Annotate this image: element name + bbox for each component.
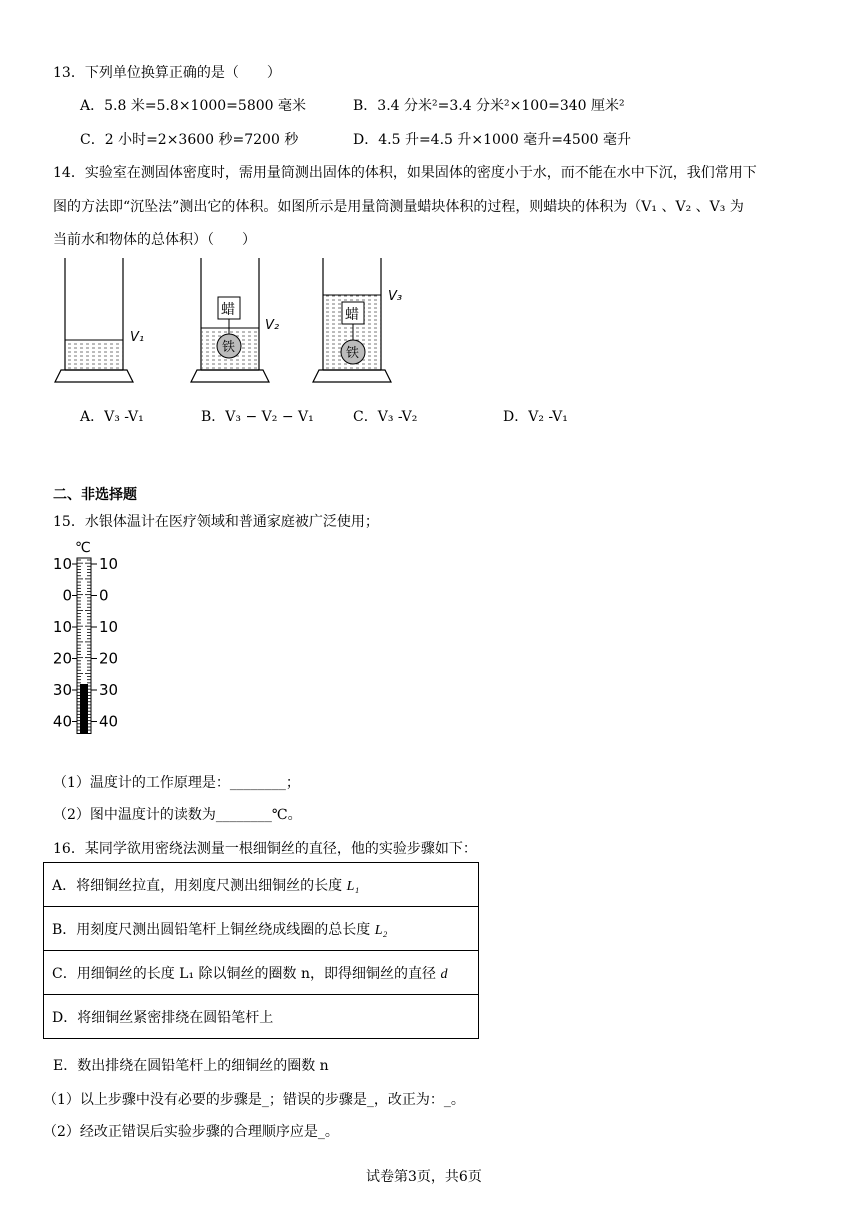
thermometer-label-left: 10	[52, 618, 72, 636]
thermometer-label-left: 10	[52, 555, 72, 573]
cylinder-3	[313, 258, 402, 382]
cylinder-2	[191, 258, 279, 382]
q16-sub2: （2）经改正错误后实验步骤的合理顺序应是_。	[43, 1124, 339, 1140]
q15-stem: 15．水银体温计在医疗领域和普通家庭被广泛使用；	[53, 514, 379, 530]
wax-label-2: 蜡	[221, 302, 235, 318]
label-v3: V₃	[388, 289, 403, 304]
q13-stem: 13．下列单位换算正确的是（ ）	[53, 65, 281, 81]
thermometer-scale	[77, 558, 91, 734]
step-row-c: C．用细铜丝的长度 L₁ 除以铜丝的圈数 n，即得细铜丝的直径 d	[44, 951, 479, 995]
label-v1: V₁	[130, 330, 145, 345]
page-footer: 试卷第3页，共6页	[366, 1169, 482, 1185]
thermometer-label-right: 0	[99, 586, 109, 605]
cylinder-1	[55, 258, 144, 382]
section-title: 二、非选择题	[53, 487, 137, 503]
mercury-column	[80, 684, 88, 734]
iron-label-2: 铁	[222, 340, 236, 355]
step-row-d: D．将细铜丝紧密排绕在圆铅笔杆上	[44, 995, 479, 1039]
thermometer-label-left: 30	[52, 681, 72, 699]
step-row-a: A．将细铜丝拉直，用刻度尺测出细铜丝的长度 L₁	[44, 863, 479, 907]
wax-label-3: 蜡	[345, 307, 359, 323]
thermometer-label-left: 0	[62, 586, 72, 605]
q16-sub1: （1）以上步骤中没有必要的步骤是_；错误的步骤是_，改正为：_。	[43, 1092, 465, 1108]
q14-line2: 图的方法即“沉坠法”测出它的体积。如图所示是用量筒测量蜡块体积的过程，则蜡块的体积为（V₁ 、V₂ 、V₃ 为	[53, 199, 744, 215]
q14-option-b: B．V₃ − V₂ − V₁	[201, 409, 314, 425]
q14-option-c: C．V₃ -V₂	[353, 409, 418, 425]
thermometer-label-right: 10	[99, 618, 119, 636]
thermometer-label-right: 10	[99, 555, 119, 573]
q14-option-a: A．V₃ -V₁	[80, 409, 144, 425]
thermometer-label-right: 30	[99, 681, 119, 699]
thermometer-label-right: 40	[99, 712, 119, 731]
q13-option-c: C．2 小时=2×3600 秒=7200 秒	[80, 132, 299, 148]
thermometer-label-left: 20	[52, 649, 72, 668]
q14-line3: 当前水和物体的总体积）（ ）	[53, 232, 256, 248]
cylinder-figure	[50, 258, 410, 388]
q15-sub1: （1）温度计的工作原理是：________；	[53, 775, 300, 791]
thermometer-figure	[50, 536, 130, 756]
q15-sub2: （2）图中温度计的读数为________℃。	[53, 807, 302, 823]
thermometer-unit: ℃	[75, 540, 91, 556]
step-row-b: B．用刻度尺测出圆铅笔杆上铜丝绕成线圈的总长度 L₂	[44, 907, 479, 951]
q13-option-b: B．3.4 分米²=3.4 分米²×100=340 厘米²	[353, 98, 625, 114]
q16-step-e: E．数出排绕在圆铅笔杆上的细铜丝的圈数 n	[53, 1058, 329, 1074]
q14-option-d: D．V₂ -V₁	[503, 409, 568, 425]
q13-option-a: A．5.8 米=5.8×1000=5800 毫米	[80, 98, 306, 114]
q14-line1: 14．实验室在测固体密度时，需用量筒测出固体的体积，如果固体的密度小于水，而不能在水中下沉，我们常用下	[53, 165, 757, 181]
q16-steps-table	[43, 862, 479, 1039]
label-v2: V₂	[265, 318, 280, 333]
thermometer-label-left: 40	[52, 712, 72, 731]
iron-label-3: 铁	[346, 346, 360, 361]
thermometer-label-right: 20	[99, 649, 119, 668]
q13-option-d: D．4.5 升=4.5 升×1000 毫升=4500 毫升	[353, 132, 632, 148]
q16-stem: 16．某同学欲用密绕法测量一根细铜丝的直径，他的实验步骤如下：	[53, 841, 477, 857]
